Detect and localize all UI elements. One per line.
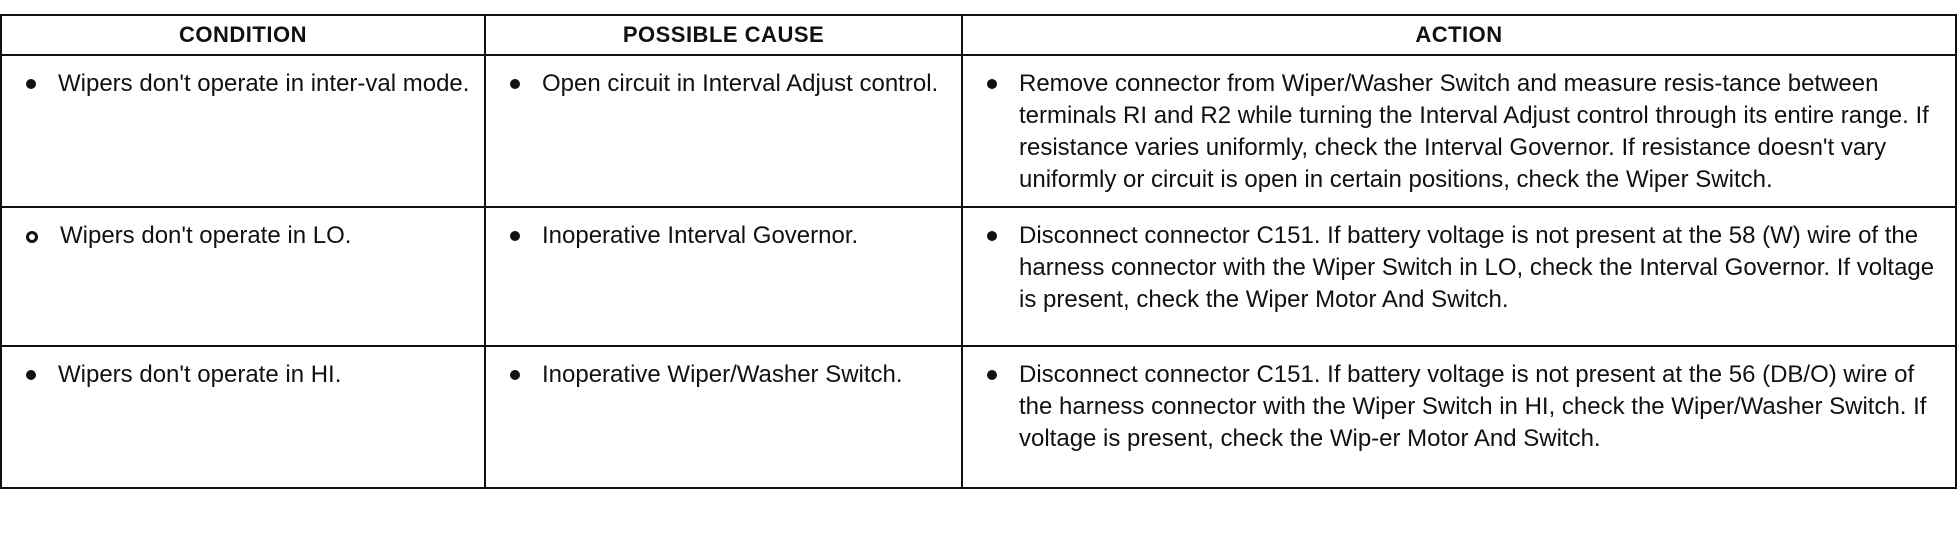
table-row <box>1 346 1956 488</box>
cause-text: Inoperative Interval Governor. <box>542 222 859 249</box>
bullet-icon <box>26 79 36 89</box>
action-cell <box>962 55 1956 207</box>
cause-cell <box>485 346 962 488</box>
cause-text: Open circuit in Interval Adjust control. <box>542 70 939 97</box>
condition-cell <box>1 346 485 488</box>
bullet-icon <box>510 370 520 380</box>
action-cell <box>962 207 1956 346</box>
action-text: Disconnect connector C151. If battery voltage is not present at the 58 (W) wire of the harness connector with the Wiper Switch in LO, check the Interval Governor. If voltage is present, check the Wiper Motor And Switch. <box>1019 222 1935 313</box>
bullet-icon <box>510 231 520 241</box>
action-cell <box>962 346 1956 488</box>
condition-text: Wipers don't operate in LO. <box>60 222 352 249</box>
condition-cell <box>1 207 485 346</box>
header-action: ACTION <box>962 15 1956 55</box>
header-condition: CONDITION <box>1 15 485 55</box>
action-text: Remove connector from Wiper/Washer Switch and measure resis-tance between terminals RI and R2 while turning the Interval Adjust control through its entire range. If resistance varies uniformly, check the Interval Governor. If resistance doesn't vary uniformly or circuit is open in certain positions, check the Wiper Switch. <box>1019 70 1929 193</box>
bullet-icon <box>26 231 38 243</box>
bullet-icon <box>987 231 997 241</box>
bullet-icon <box>510 79 520 89</box>
table-row <box>1 55 1956 207</box>
cause-text: Inoperative Wiper/Washer Switch. <box>542 361 903 388</box>
condition-cell <box>1 55 485 207</box>
condition-text: Wipers don't operate in inter-val mode. <box>58 70 470 97</box>
table-row <box>1 207 1956 346</box>
header-row <box>1 15 1956 55</box>
troubleshooting-sheet <box>0 14 1958 489</box>
cause-cell <box>485 207 962 346</box>
action-text: Disconnect connector C151. If battery voltage is not present at the 56 (DB/O) wire of the harness connector with the Wiper Switch in HI, check the Wiper/Washer Switch. If voltage is present, check the Wip-er Motor And Switch. <box>1019 361 1927 452</box>
bullet-icon <box>26 370 36 380</box>
bullet-icon <box>987 370 997 380</box>
header-possible-cause: POSSIBLE CAUSE <box>485 15 962 55</box>
condition-text: Wipers don't operate in HI. <box>58 361 342 388</box>
cause-cell <box>485 55 962 207</box>
troubleshooting-table <box>0 14 1957 489</box>
bullet-icon <box>987 79 997 89</box>
